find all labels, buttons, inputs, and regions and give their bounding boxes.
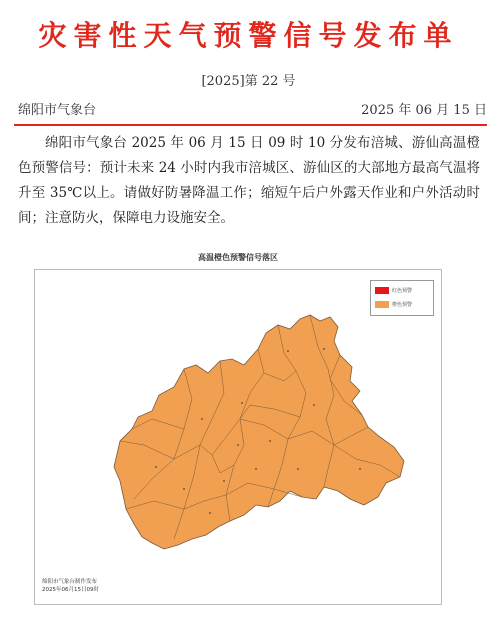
legend-item-red xyxy=(375,285,412,295)
legend-swatch-red xyxy=(375,287,389,294)
legend-item-orange xyxy=(375,299,412,309)
legend-label-orange: 橙色预警 xyxy=(392,301,413,308)
map-footer-producer: 绵阳市气象台制作发布 xyxy=(42,579,98,585)
region-shape xyxy=(114,315,404,549)
warning-area-map xyxy=(34,269,440,603)
city-dot xyxy=(297,468,299,470)
city-dot xyxy=(255,468,257,470)
city-dot xyxy=(209,512,211,514)
city-dot xyxy=(237,444,239,446)
city-dot xyxy=(287,350,289,352)
warning-area-polygon xyxy=(114,315,404,549)
map-footer xyxy=(42,578,99,594)
city-dot xyxy=(269,440,271,442)
issuer-name: 绵阳市气象台 xyxy=(18,103,97,118)
issue-date: 2025 年 06 月 15 日 xyxy=(361,103,487,118)
city-dot xyxy=(323,348,325,350)
header-divider xyxy=(14,124,487,126)
city-dot xyxy=(241,402,243,404)
city-dot xyxy=(183,488,185,490)
document-title: 灾害性天气预警信号发布单 xyxy=(38,19,459,52)
city-dot xyxy=(313,404,315,406)
city-dot xyxy=(201,418,203,420)
city-dot xyxy=(359,468,361,470)
legend-swatch-orange xyxy=(375,301,389,308)
warning-paragraph: 绵阳市气象台 2025 年 06 月 15 日 09 时 10 分发布涪城、游仙高温橙色预警信号：预计未来 24 小时内我市涪城区、游仙区的大部地方最高气温将升至 35℃以上。请做好防暑降温工作；缩短午后户外露天作业和户外活动时间；注意防火，保障电力设施安全。 xyxy=(18,135,480,226)
city-dot xyxy=(223,480,225,482)
document-number: [2025]第 22 号 xyxy=(201,74,296,89)
map-title: 高温橙色预警信号落区 xyxy=(198,253,278,262)
map-footer-time: 2025年06月15日09时 xyxy=(42,587,99,593)
city-dot xyxy=(155,466,157,468)
legend-label-red: 红色预警 xyxy=(392,287,413,294)
map-legend xyxy=(370,280,434,316)
